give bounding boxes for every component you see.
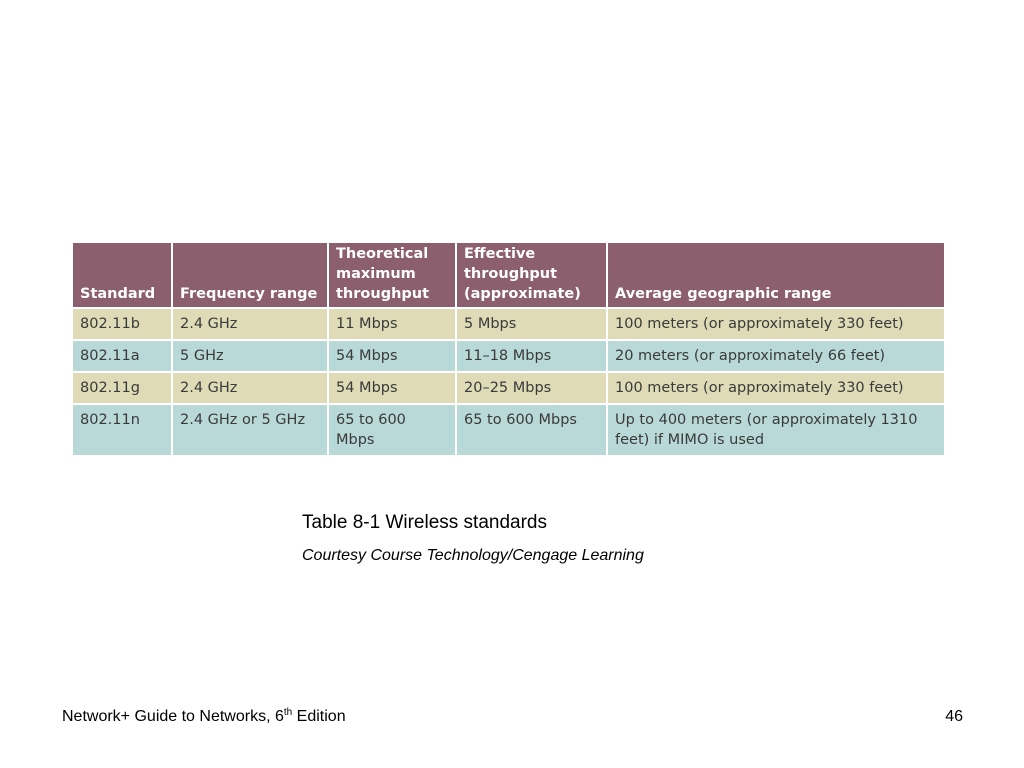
header-effective-throughput: Effective throughput (approximate) <box>456 242 607 308</box>
cell-frequency: 2.4 GHz <box>172 372 328 404</box>
footer-title-superscript: th <box>283 707 293 718</box>
footer-title-prefix: Network+ Guide to Networks, 6 <box>62 708 284 725</box>
header-theoretical-throughput: Theoretical maximum throughput <box>328 242 456 308</box>
cell-standard: 802.11b <box>72 308 172 340</box>
table-row <box>72 308 945 340</box>
cell-frequency: 5 GHz <box>172 340 328 372</box>
cell-standard: 802.11n <box>72 404 172 456</box>
cell-theoretical: 11 Mbps <box>328 308 456 340</box>
cell-range: 100 meters (or approximately 330 feet) <box>607 372 945 404</box>
page-number: 46 <box>945 708 963 725</box>
header-geographic-range: Average geographic range <box>607 242 945 308</box>
cell-frequency: 2.4 GHz <box>172 308 328 340</box>
header-standard: Standard <box>72 242 172 308</box>
cell-standard: 802.11a <box>72 340 172 372</box>
table-row <box>72 404 945 456</box>
table-row <box>72 340 945 372</box>
wireless-standards-table <box>71 241 946 457</box>
cell-range: Up to 400 meters (or approximately 1310 feet) if MIMO is used <box>607 404 945 456</box>
cell-theoretical: 54 Mbps <box>328 340 456 372</box>
cell-range: 100 meters (or approximately 330 feet) <box>607 308 945 340</box>
cell-effective: 20–25 Mbps <box>456 372 607 404</box>
cell-effective: 11–18 Mbps <box>456 340 607 372</box>
cell-effective: 5 Mbps <box>456 308 607 340</box>
cell-effective: 65 to 600 Mbps <box>456 404 607 456</box>
header-frequency-range: Frequency range <box>172 242 328 308</box>
table-row <box>72 372 945 404</box>
footer-book-title <box>62 708 346 726</box>
cell-standard: 802.11g <box>72 372 172 404</box>
table-caption-title: Table 8-1 Wireless standards <box>302 512 547 533</box>
cell-theoretical: 65 to 600 Mbps <box>328 404 456 456</box>
cell-frequency: 2.4 GHz or 5 GHz <box>172 404 328 456</box>
cell-range: 20 meters (or approximately 66 feet) <box>607 340 945 372</box>
cell-theoretical: 54 Mbps <box>328 372 456 404</box>
footer-title-suffix: Edition <box>292 708 346 725</box>
table-header-row <box>72 242 945 308</box>
table-caption-credit: Courtesy Course Technology/Cengage Learning <box>302 547 644 564</box>
